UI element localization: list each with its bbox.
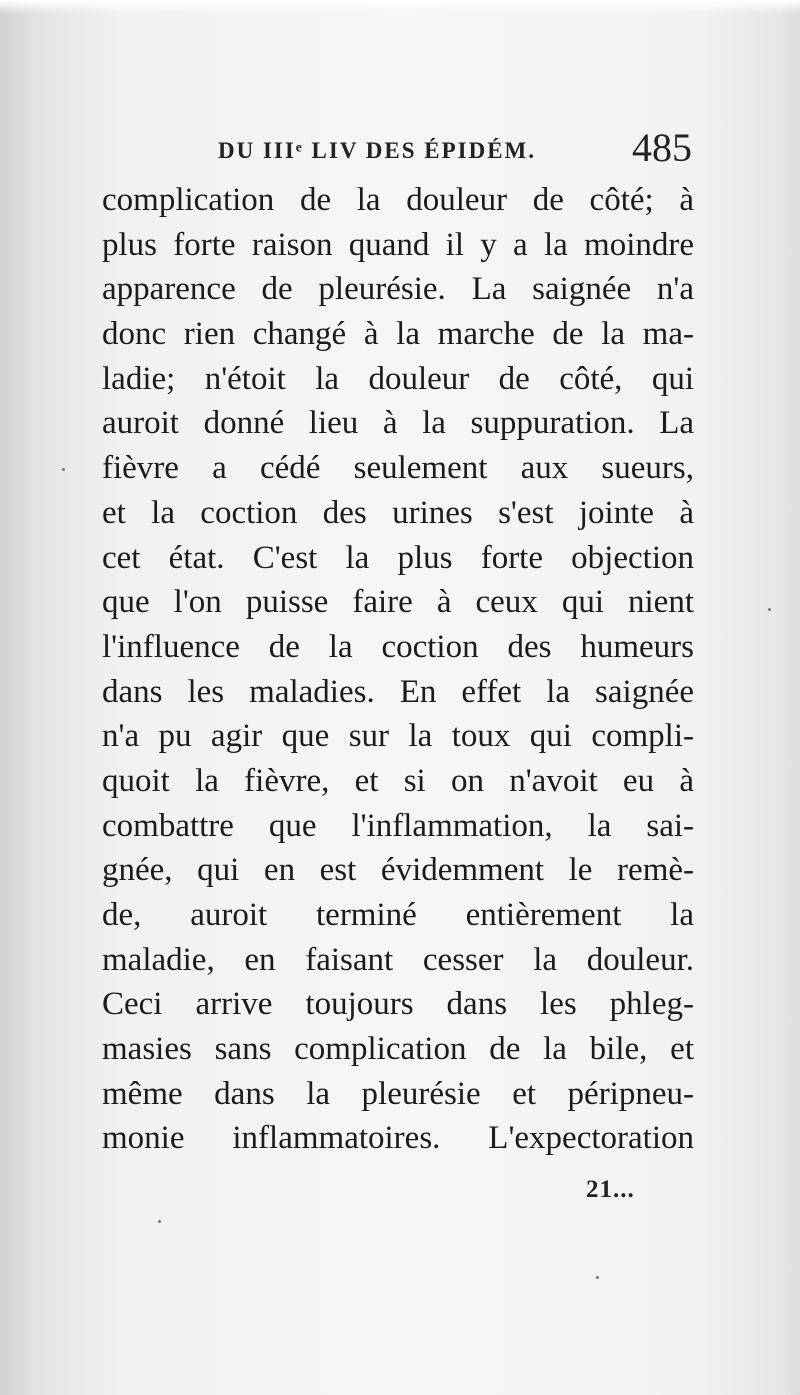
ink-speck [158,1220,161,1223]
ink-speck [596,1276,599,1279]
text-line: et la coction des urines s'est jointe à [102,494,694,531]
text-line: quoit la fièvre, et si on n'avoit eu à [102,762,694,799]
text-line: masies sans complication de la bile, et [102,1031,694,1068]
running-head [0,118,800,178]
text-line: fièvre a cédé seulement aux sueurs, [102,450,694,487]
catchword: 21... [586,1176,635,1203]
text-line: dans les maladies. En effet la saignée [102,673,694,710]
text-line: même dans la pleurésie et péripneu- [102,1075,694,1112]
text-line: cet état. C'est la plus forte objection [102,539,694,576]
ink-speck [62,468,65,471]
text-line: auroit donné lieu à la suppuration. La [102,405,694,442]
page-number: 485 [632,125,692,170]
text-line: n'a pu agir que sur la toux qui compli- [102,718,694,755]
ink-speck [768,608,771,611]
body-text [102,178,694,1161]
text-line: de, auroit terminé entièrement la [102,897,694,933]
text-line: que l'on puisse faire à ceux qui nient [102,584,694,621]
running-title: DU IIIᵉ LIV DES ÉPIDÉM. [218,138,537,163]
text-line: apparence de pleurésie. La saignée n'a [102,271,694,308]
page-top-edge [0,0,800,14]
text-line: combattre que l'inflammation, la sai- [102,807,694,844]
text-line: gnée, qui en est évidemment le remè- [102,852,694,889]
text-line: complication de la douleur de côté; à [102,182,694,218]
text-line: maladie, en faisant cesser la douleur. [102,941,694,978]
text-line: monie inflammatoires. L'expectoration [102,1120,694,1157]
text-line: donc rien changé à la marche de la ma- [102,316,694,353]
text-line: plus forte raison quand il y a la moindre [102,226,694,263]
text-line: l'influence de la coction des humeurs [102,628,694,665]
text-line: ladie; n'étoit la douleur de côté, qui [102,360,694,397]
text-line: Ceci arrive toujours dans les phleg- [102,986,694,1023]
